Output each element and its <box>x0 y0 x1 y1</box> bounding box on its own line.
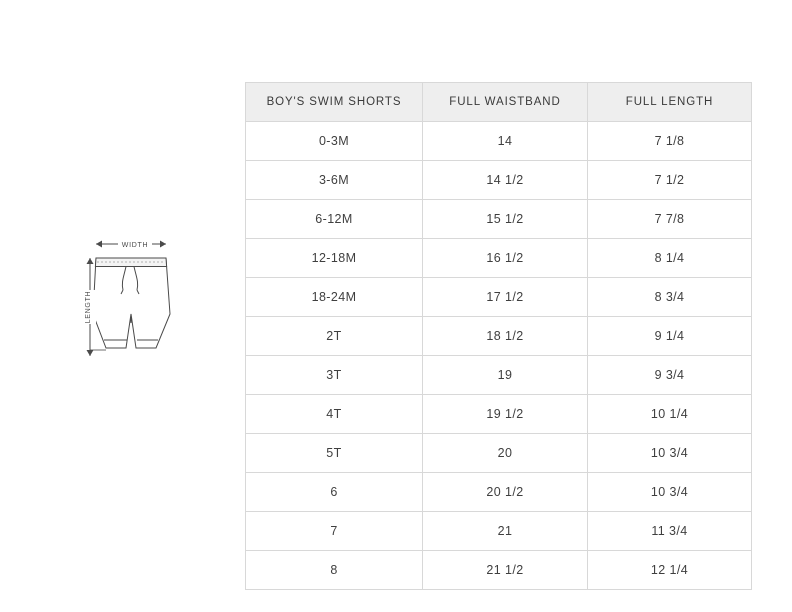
cell-waistband: 15 1/2 <box>423 200 588 239</box>
column-header-length: FULL LENGTH <box>588 83 752 122</box>
cell-waistband: 20 1/2 <box>423 473 588 512</box>
cell-length: 9 1/4 <box>588 317 752 356</box>
column-header-size: BOY'S SWIM SHORTS <box>246 83 423 122</box>
measurement-diagram <box>60 228 210 368</box>
table-row <box>246 356 752 395</box>
cell-size: 3T <box>246 356 423 395</box>
cell-waistband: 21 1/2 <box>423 551 588 590</box>
cell-size: 4T <box>246 395 423 434</box>
cell-waistband: 19 1/2 <box>423 395 588 434</box>
cell-length: 7 7/8 <box>588 200 752 239</box>
shorts-outline <box>93 258 170 348</box>
table-row <box>246 200 752 239</box>
cell-length: 12 1/4 <box>588 551 752 590</box>
cell-size: 3-6M <box>246 161 423 200</box>
length-label: LENGTH <box>85 290 92 324</box>
cell-size: 8 <box>246 551 423 590</box>
cell-length: 8 1/4 <box>588 239 752 278</box>
cell-length: 10 1/4 <box>588 395 752 434</box>
table-row <box>246 395 752 434</box>
size-chart-table <box>245 82 752 590</box>
table-row <box>246 278 752 317</box>
table-row <box>246 161 752 200</box>
cell-size: 5T <box>246 434 423 473</box>
table-row <box>246 512 752 551</box>
table-row <box>246 122 752 161</box>
cell-length: 9 3/4 <box>588 356 752 395</box>
table-header <box>246 83 752 122</box>
cell-waistband: 16 1/2 <box>423 239 588 278</box>
cell-length: 7 1/2 <box>588 161 752 200</box>
cell-waistband: 21 <box>423 512 588 551</box>
cell-waistband: 17 1/2 <box>423 278 588 317</box>
cell-length: 10 3/4 <box>588 473 752 512</box>
cell-waistband: 20 <box>423 434 588 473</box>
table-row <box>246 473 752 512</box>
cell-length: 10 3/4 <box>588 434 752 473</box>
table-row <box>246 551 752 590</box>
column-header-waistband: FULL WAISTBAND <box>423 83 588 122</box>
table-row <box>246 434 752 473</box>
table-row <box>246 317 752 356</box>
cell-length: 8 3/4 <box>588 278 752 317</box>
table-row <box>246 239 752 278</box>
cell-size: 0-3M <box>246 122 423 161</box>
cell-waistband: 14 <box>423 122 588 161</box>
cell-size: 12-18M <box>246 239 423 278</box>
cell-waistband: 19 <box>423 356 588 395</box>
cell-size: 18-24M <box>246 278 423 317</box>
cell-length: 7 1/8 <box>588 122 752 161</box>
cell-size: 6 <box>246 473 423 512</box>
cell-size: 6-12M <box>246 200 423 239</box>
cell-waistband: 14 1/2 <box>423 161 588 200</box>
width-label: WIDTH <box>121 242 149 249</box>
table-header-row <box>246 83 752 122</box>
table-body <box>246 122 752 590</box>
cell-waistband: 18 1/2 <box>423 317 588 356</box>
cell-size: 2T <box>246 317 423 356</box>
cell-size: 7 <box>246 512 423 551</box>
cell-length: 11 3/4 <box>588 512 752 551</box>
swim-shorts-illustration <box>60 228 210 368</box>
